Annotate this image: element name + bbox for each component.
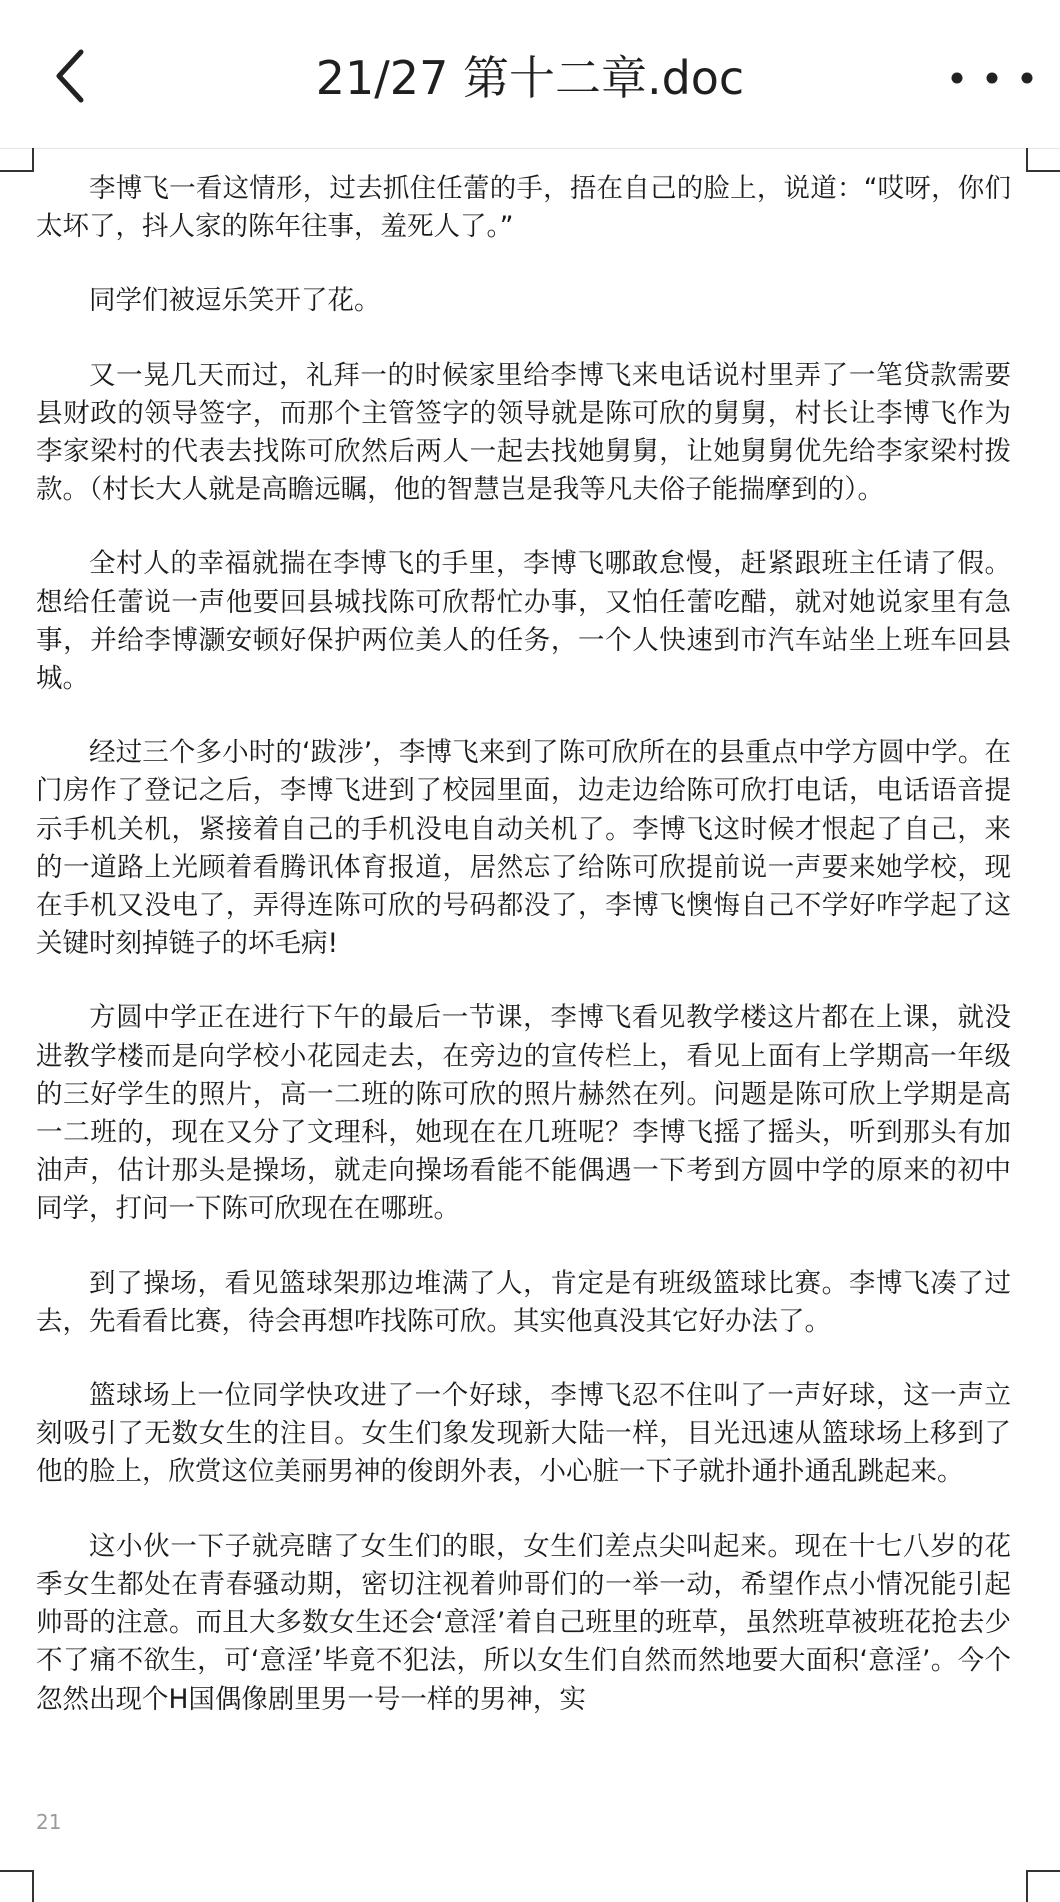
page-number: 21 [36,1810,62,1834]
more-horizontal-icon [947,68,1037,88]
more-options-button[interactable] [942,52,1042,104]
page-corner-mark [0,148,34,172]
paragraph: 经过三个多小时的‘跋涉’，李博飞来到了陈可欣所在的县重点中学方圆中学。在门房作了登记之后，李博飞进到了校园里面，边走边给陈可欣打电话，电话语音提示手机关机，紧接着自己的手机没电自动关机了。李博飞这时候才恨起了自己，来的一道路上光顾着看腾讯体育报道，居然忘了给陈可欣提前说一声要来她学校，现在手机又没电了，弄得连陈可欣的号码都没了，李博飞懊悔自己不学好咋学起了这关键时刻掉链子的坏毛病! [36,737,1011,960]
paragraph: 篮球场上一位同学快攻进了一个好球，李博飞忍不住叫了一声好球，这一声立刻吸引了无数女生的注目。女生们象发现新大陆一样，目光迅速从篮球场上移到了他的脸上，欣赏这位美丽男神的俊朗外表，小心脏一下子就扑通扑通乱跳起来。 [36,1380,1011,1488]
paragraph: 又一晃几天而过，礼拜一的时候家里给李博飞来电话说村里弄了一笔贷款需要县财政的领导签字，而那个主管签字的领导就是陈可欣的舅舅，村长让李博飞作为李家梁村的代表去找陈可欣然后两人一起去找她舅舅，让她舅舅优先给李家梁村拨款。（村长大人就是高瞻远瞩，他的智慧岂是我等凡夫俗子能揣摩到的）。 [36,359,1011,506]
document-title: 21/27 第十二章.doc [315,51,745,105]
paragraph: 方圆中学正在进行下午的最后一节课，李博飞看见教学楼这片都在上课，就没进教学楼而是向学校小花园走去，在旁边的宣传栏上，看见上面有上学期高一年级的三好学生的照片，高一二班的陈可欣的照片赫然在列。问题是陈可欣上学期是高一二班的，现在又分了文理科，她现在在几班呢？李博飞摇了摇头，听到那头有加油声，估计那头是操场，就走向操场看能不能偶遇一下考到方圆中学的原来的初中同学，打问一下陈可欣现在在哪班。 [36,1002,1011,1225]
document-page [36,170,1011,1755]
back-button[interactable] [40,44,100,108]
top-app-bar [0,0,1060,149]
chevron-left-icon [53,48,87,104]
page-corner-mark [1026,1870,1060,1902]
page-corner-mark [0,1870,34,1902]
paragraph: 到了操场，看见篮球架那边堆满了人，肯定是有班级篮球比赛。李博飞凑了过去，先看看比赛，待会再想咋找陈可欣。其实他真没其它好办法了。 [36,1267,1011,1337]
paragraph: 这小伙一下子就亮瞎了女生们的眼，女生们差点尖叫起来。现在十七八岁的花季女生都处在青春骚动期，密切注视着帅哥们的一举一动，希望作点小情况能引起帅哥的注意。而且大多数女生还会‘意淫’着自己班里的班草，虽然班草被班花抢去少不了痛不欲生，可‘意淫’毕竟不犯法，所以女生们自然而然地要大面积‘意淫’。今个忽然出现个H国偶像剧里男一号一样的男神，实 [36,1530,1011,1715]
paragraph: 同学们被逗乐笑开了花。 [89,285,381,317]
paragraph: 全村人的幸福就揣在李博飞的手里，李博飞哪敢怠慢，赶紧跟班主任请了假。想给任蕾说一声他要回县城找陈可欣帮忙办事，又怕任蕾吃醋，就对她说家里有急事，并给李博灏安顿好保护两位美人的任务，一个人快速到市汽车站坐上班车回县城。 [36,548,1011,695]
paragraph: 李博飞一看这情形，过去抓住任蕾的手，捂在自己的脸上，说道：“哎呀，你们太坏了，抖人家的陈年往事，羞死人了。” [36,173,1011,243]
page-corner-mark [1026,148,1060,172]
